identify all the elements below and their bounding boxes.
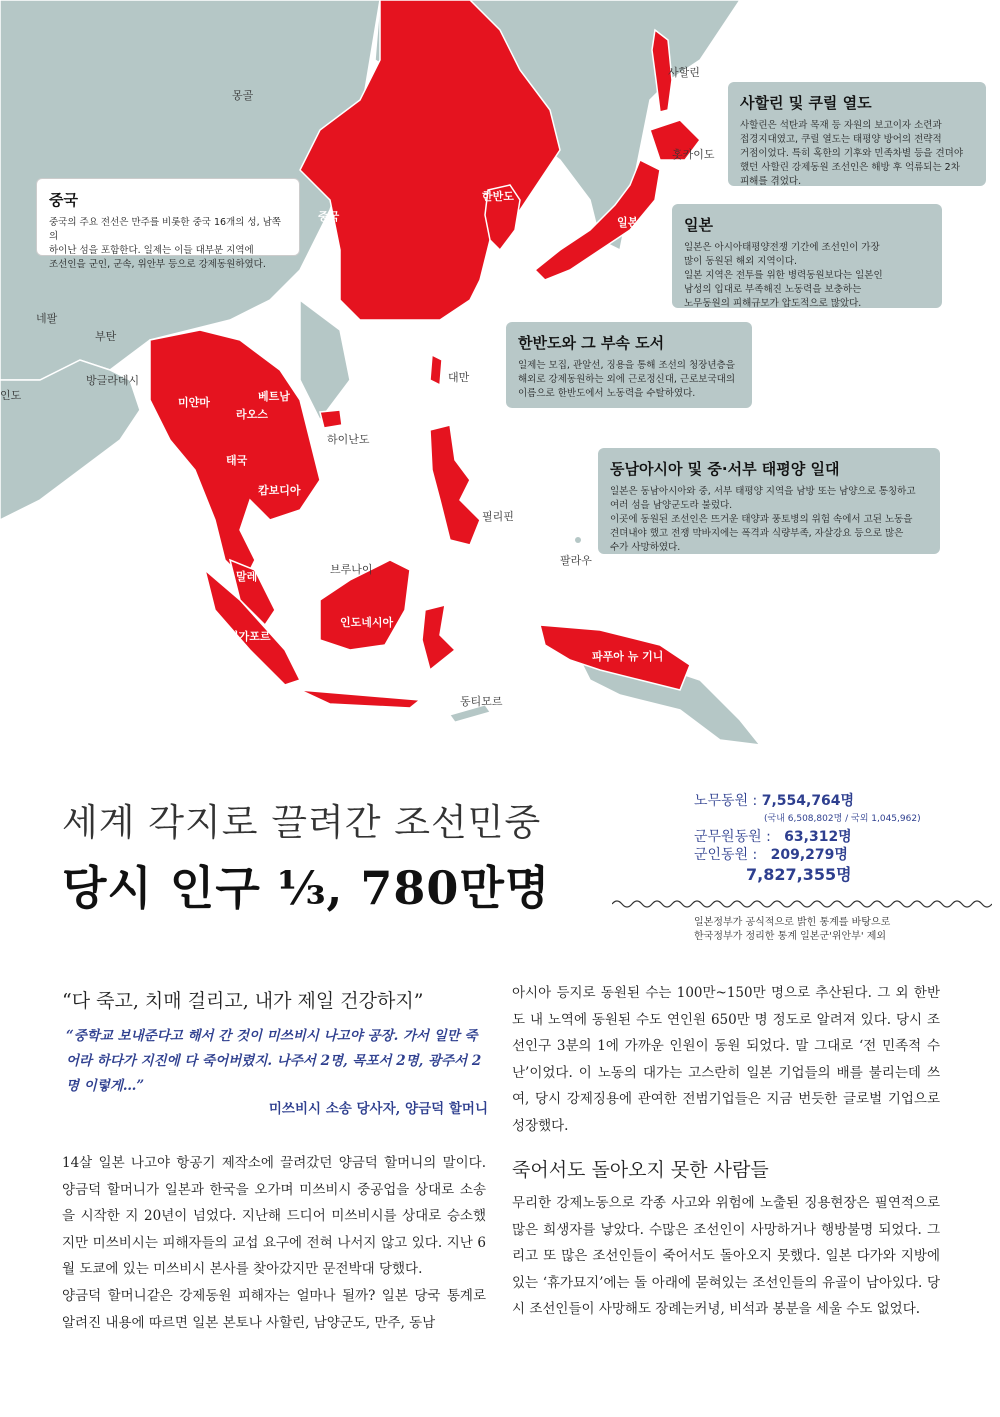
label-cambodia: 캄보디아 [258,484,301,497]
soldier-label: 군인동원 : [694,847,758,863]
callout-sakhalin-title: 사할린 및 쿠릴 열도 [740,94,872,112]
quote-title: “다 죽고, 치매 걸리고, 내가 제일 건강하지” [62,990,424,1012]
article-paragraph-4: 무리한 강제노동으로 각종 사고와 위험에 노출된 징용현장은 필연적으로 많은 희생자를 낳았다. 수많은 조선인이 사망하거나 행방불명 되었다. 그리고 또 많은 조선인들이 죽어서도 돌아오지 못했다. 일본 다가와 지방에 있는 ‘휴가묘지’에는 돌 아래에 묻혀있는 조선인들의 유골이 남아있다. 당시 조선인들이 사망해도 장례는커녕, 비석과 봉분을 세울 수도 없었다. [512,1195,940,1317]
label-korea: 한반도 [482,190,514,203]
callout-japan-text: 일본은 아시아태평양전쟁 기간에 조선인이 가장 많이 동원된 해외 지역이다. 일본 지역은 전투를 위한 병력동원보다는 일본인 남성의 입대로 부족해진 노동력을 보충하는 노무동원의 피해규모가 압도적으로 많았다. [684,242,883,309]
region-hainan [320,410,342,428]
labor-label: 노무동원 : [694,793,758,809]
label-hainan: 하이난도 [327,433,370,446]
callout-korea [506,322,752,408]
region-palau [575,537,581,543]
wavy-divider [612,898,992,910]
label-japan: 일본 [617,216,639,229]
label-taiwan: 대만 [448,371,470,384]
label-india: 인도 [0,389,22,402]
stats-note: 일본정부가 공식적으로 밝힌 통계를 바탕으로 한국정부가 정리한 통계 일본군'위안부' 제외 [694,917,891,942]
callout-china-text: 중국의 주요 전선은 만주를 비롯한 중국 16개의 성, 남쪽의 하이난 섬을 포함한다. 일제는 이들 대부분 지역에 조선인을 군인, 군속, 위안부 등으로 강제동원하였다. [49,217,281,270]
article-paragraph-1: 14살 일본 나고야 항공기 제작소에 끌려갔던 양금덕 할머니의 말이다. 양금덕 할머니가 일본과 한국을 오가며 미쓰비시 중공업을 상대로 소송을 시작한 지 20년이 넘었다. 지난해 드디어 미쓰비시를 상대로 승소했지만 미쓰비시는 피해자들의 교섭 요구에 전혀 나서지 않고 있다. 지난 6월 도쿄에 있는 미쓰비시 본사를 찾아갔지만 문전박대 당했다. [62,1155,486,1277]
label-nepal: 네팔 [36,312,58,325]
article-paragraph-2: 양금덕 할머니같은 강제동원 피해자는 얼마나 될까? 일본 당국 통계로 알려진 내용에 따르면 일본 본토나 사할린, 남양군도, 만주, 동남 [62,1288,486,1331]
callout-sea-text: 일본은 동남아시아와 중, 서부 태평양 지역을 남방 또는 남양으로 통칭하고 여러 섬을 남양군도라 불렀다. 이곳에 동원된 조선인은 뜨거운 태양과 풍토병의 위험 속에서 고된 노동을 견뎌내야 했고 전쟁 막바지에는 폭격과 식량부족, 자살강요 등으로 많은 수가 사망하였다. [610,486,916,553]
label-sakhalin: 사할린 [668,66,700,79]
callout-sea-title: 동남아시아 및 중·서부 태평양 일대 [610,460,840,478]
label-singapore: 싱가포르 [228,630,271,643]
article-paragraph-3: 아시아 등지로 동원된 수는 100만~150만 명으로 추산된다. 그 외 한반도 내 노역에 동원된 수도 연인원 650만 명 정도로 알려져 있다. 당시 조선인구 3분의 1에 가까운 인원이 동원 되었다. 말 그대로 ‘전 민족적 수난’이었다. 이 노동의 대가는 고스란히 일본 기업들의 배를 불리는데 쓰여, 당시 강제징용에 관여한 전범기업들은 지금 번듯한 글로벌 기업으로 성장했다. [512,985,940,1134]
headline-line2: 당시 인구 ⅓, 780만명 [62,861,551,915]
label-bhutan: 부탄 [95,330,117,343]
label-china: 중국 [318,210,340,223]
label-philippines: 필리핀 [482,510,514,523]
labor-detail: (국내 6,508,802명 / 국외 1,045,962) [764,814,921,824]
label-hokkaido: 홋카이도 [672,148,715,161]
callout-sakhalin-text: 사할린은 석탄과 목재 등 자원의 보고이자 소련과 접경지대였고, 쿠릴 열도는 태평양 방어의 전략적 거점이었다. 특히 혹한의 기후와 민족차별 등을 견뎌야 했던 사할린 강제동원 조선인은 해방 후 억류되는 2차 피해를 겪었다. [740,120,964,187]
military-staff-label: 군무원동원 : [694,829,771,845]
callout-korea-text: 일제는 모집, 관알선, 징용을 통해 조선의 청장년층을 해외로 강제동원하는 외에 근로정신대, 근로보국대의 이름으로 한반도에서 노동력을 수탈하였다. [518,360,735,399]
label-malaysia: 말레이시아 [236,570,290,583]
callout-china-title: 중국 [49,191,78,209]
callout-japan [672,204,942,308]
callout-southeast-asia [598,448,940,554]
mobilization-stats [694,792,994,884]
quote-body: “중학교 보내준다고 해서 간 것이 미쓰비시 나고야 공장. 가서 일만 죽어라 하다가 지진에 다 죽어버렸지. 나주서 2명, 목포서 2명, 광주서 2명 이렇게…” [66,1028,482,1094]
callout-china [36,178,300,270]
label-timor: 동티모르 [460,695,503,708]
section-title: 죽어서도 돌아오지 못한 사람들 [512,1159,769,1181]
label-indonesia: 인도네시아 [340,616,394,629]
label-myanmar: 미얀마 [178,396,210,409]
callout-korea-title: 한반도와 그 부속 도서 [518,334,665,352]
label-palau: 팔라우 [560,554,592,567]
label-bangladesh: 방글라데시 [86,374,140,387]
label-mongolia: 몽골 [232,89,254,102]
label-vietnam: 베트남 [258,390,290,403]
region-taiwan [430,355,442,385]
label-laos: 라오스 [236,408,268,421]
quote-attribution: 미쓰비시 소송 당사자, 양금덕 할머니 [268,1101,488,1117]
label-brunei: 브루나이 [330,563,373,576]
callout-sakhalin [728,82,986,186]
headline-line1: 세계 각지로 끌려간 조선민중 [62,801,542,844]
military-staff-value: 63,312명 [784,829,852,845]
labor-value: 7,554,764명 [761,793,855,809]
callout-japan-title: 일본 [684,216,713,234]
soldier-value: 209,279명 [770,847,848,863]
total-value: 7,827,355명 [746,865,852,884]
label-thailand: 태국 [226,454,248,467]
label-png: 파푸아 뉴 기니 [592,650,664,663]
